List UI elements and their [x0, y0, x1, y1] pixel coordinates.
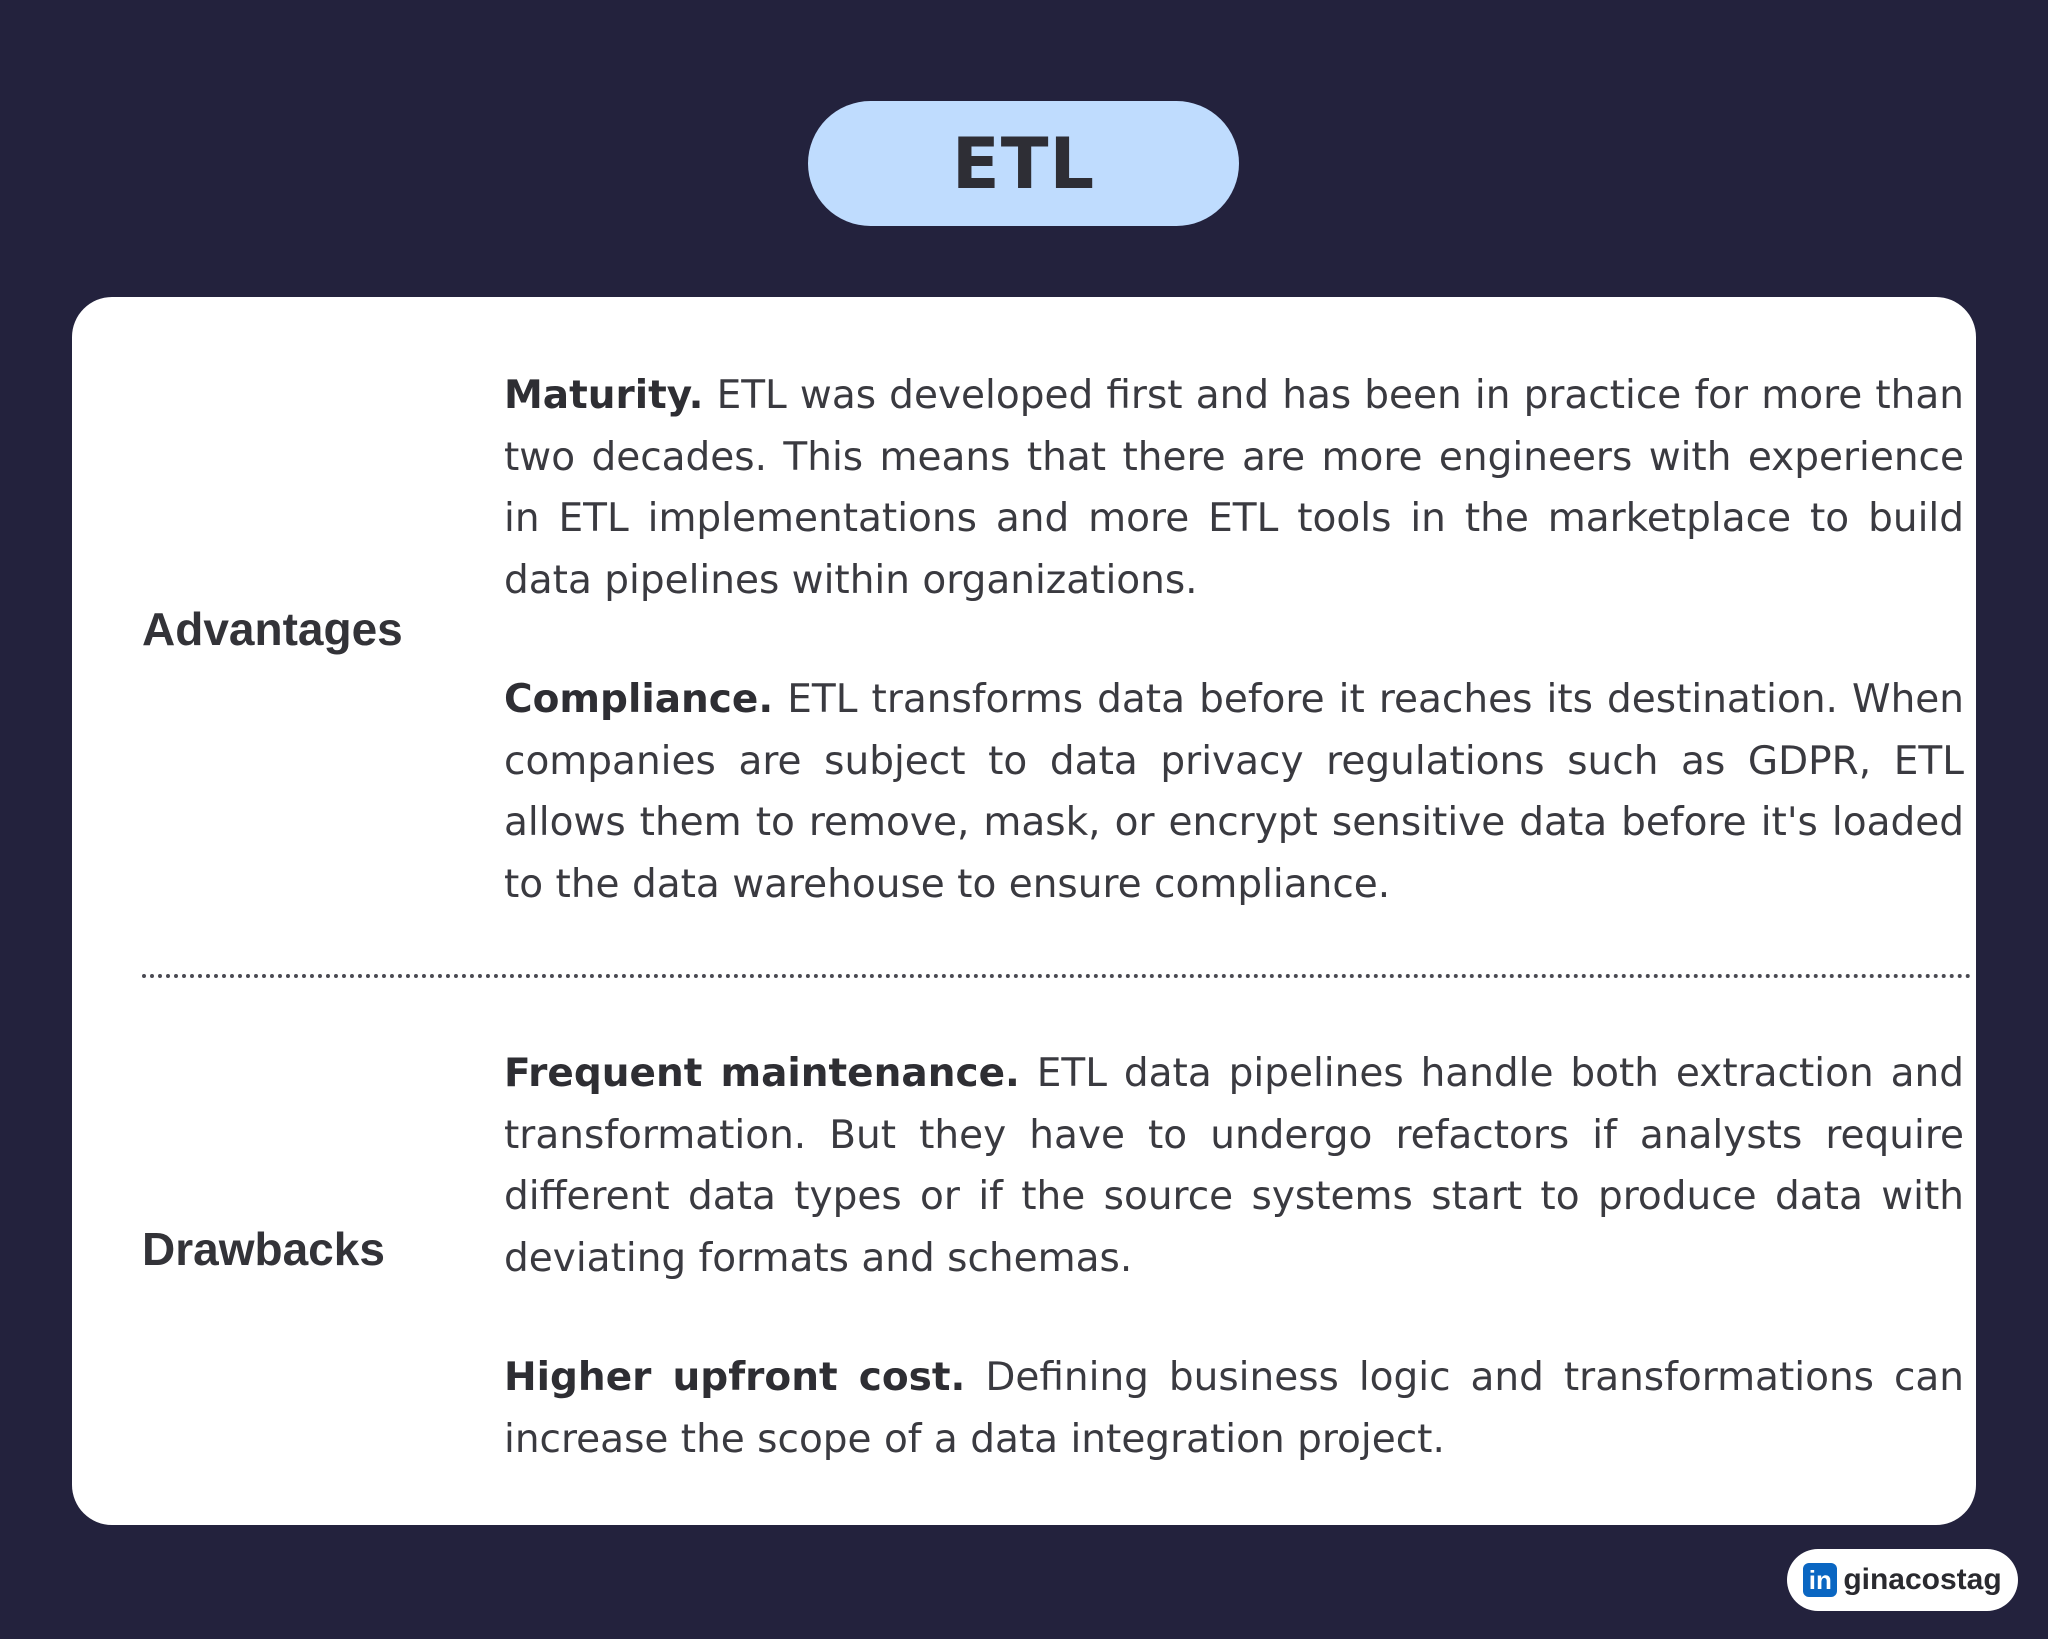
item-text: ETL transforms data before it reaches its destination. When companies are subject to data privacy regulations such as GDPR, ETL allows them to remove, mask, or encrypt sensitive data before it's loaded to the data warehouse to ensure compliance. [504, 677, 1964, 907]
item-text: ETL data pipelines handle both extraction and transformation. But they have to undergo refactors if analysts require different data types or if the source systems start to produce data with deviating formats and schemas. [504, 1051, 1964, 1281]
drawback-item-maintenance [504, 1043, 1964, 1289]
advantage-item-compliance [504, 669, 1964, 915]
content-card [72, 297, 1976, 1525]
item-heading: Higher upfront cost. [504, 1355, 966, 1400]
item-heading: Maturity. [504, 373, 704, 418]
item-heading: Frequent maintenance. [504, 1051, 1020, 1096]
section-divider [142, 974, 1972, 978]
advantage-item-maturity [504, 365, 1964, 611]
item-heading: Compliance. [504, 677, 774, 722]
item-text: Defining business logic and transformations can increase the scope of a data integration project. [504, 1355, 1965, 1462]
linkedin-icon [1803, 1563, 1837, 1597]
title-pill [808, 101, 1239, 226]
author-badge[interactable] [1787, 1549, 2018, 1611]
drawbacks-label: Drawbacks [142, 1223, 385, 1275]
page-title: ETL [951, 122, 1096, 205]
linkedin-icon-text: in [1808, 1565, 1832, 1595]
item-text: ETL was developed first and has been in practice for more than two decades. This means that there are more engineers with experience in ETL implementations and more ETL tools in the marketplace to build data pipelines within organizations. [504, 373, 1965, 603]
advantages-label: Advantages [142, 603, 403, 655]
drawback-item-cost [504, 1347, 1964, 1470]
author-handle: ginacostag [1843, 1563, 2002, 1596]
